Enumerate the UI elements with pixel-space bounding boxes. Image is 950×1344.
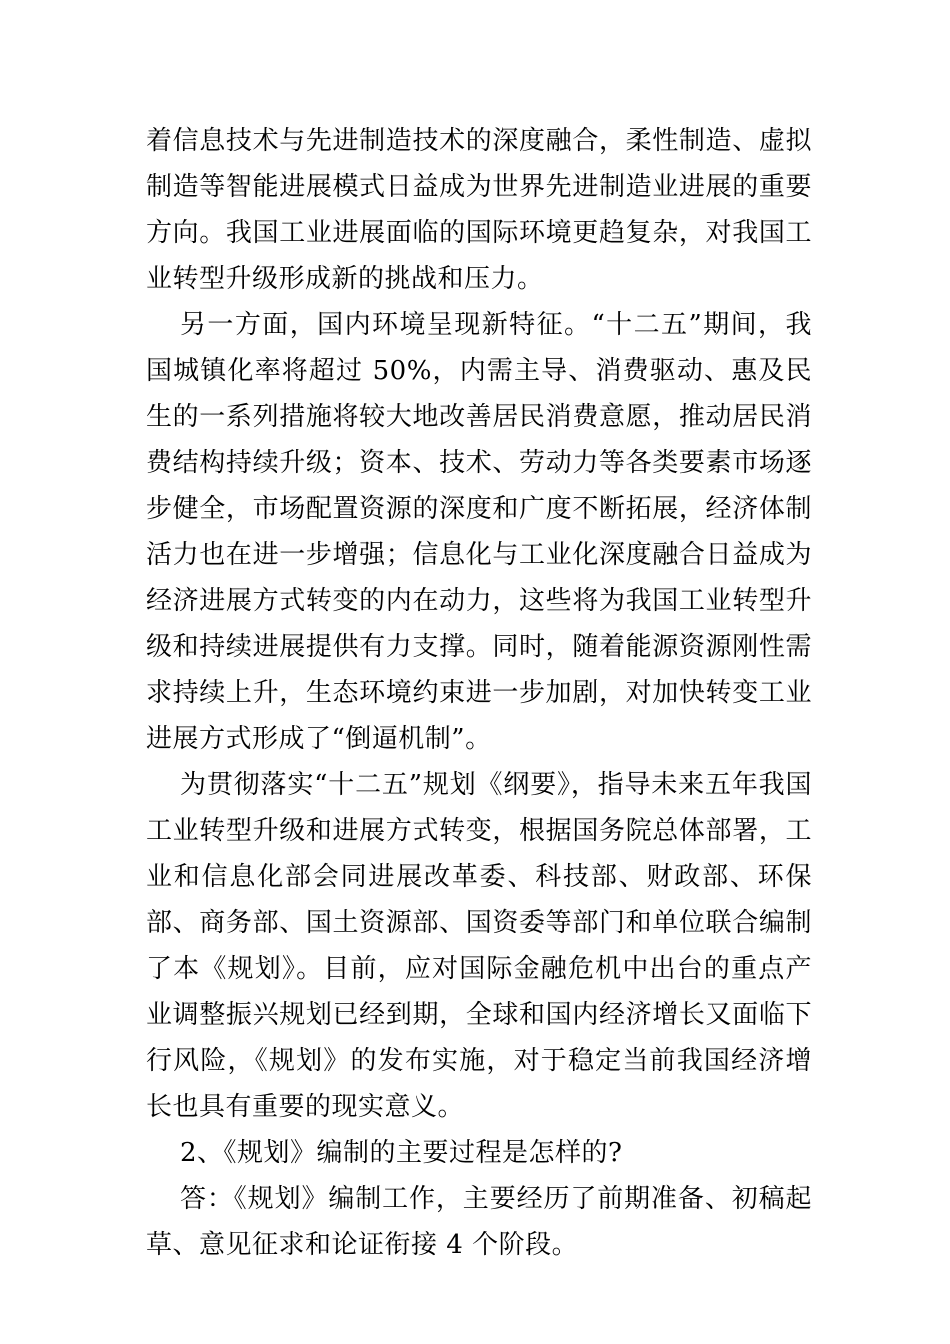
answer-paragraph: 答：《规划》编制工作，主要经历了前期准备、初稿起草、意见征求和论证衔接 4 个阶段。 xyxy=(146,1184,812,1260)
document-body xyxy=(146,118,812,1268)
question-heading: 2、《规划》编制的主要过程是怎样的? xyxy=(180,1138,623,1168)
paragraph-continuation: 着信息技术与先进制造技术的深度融合，柔性制造、虚拟制造等智能进展模式日益成为世界先进制造业进展的重要方向。我国工业进展面临的国际环境更趋复杂，对我国工业转型升级形成新的挑战和压力。 xyxy=(146,126,812,294)
paragraph-domestic-environment: 另一方面，国内环境呈现新特征。“十二五”期间，我国城镇化率将超过 50%，内需主导、消费驱动、惠及民生的一系列措施将较大地改善居民消费意愿，推动居民消费结构持续升级；资本、技术、劳动力等各类要素市场逐步健全，市场配置资源的深度和广度不断拓展，经济体制活力也在进一步增强；信息化与工业化深度融合日益成为经济进展方式转变的内在动力，这些将为我国工业转型升级和持续进展提供有力支撑。同时，随着能源资源刚性需求持续上升，生态环境约束进一步加剧，对加快转变工业进展方式形成了“倒逼机制”。 xyxy=(146,310,812,754)
paragraph-plan-purpose: 为贯彻落实“十二五”规划《纲要》，指导未来五年我国工业转型升级和进展方式转变，根据国务院总体部署，工业和信息化部会同进展改革委、科技部、财政部、环保部、商务部、国土资源部、国资委等部门和单位联合编制了本《规划》。目前，应对国际金融危机中出台的重点产业调整振兴规划已经到期，全球和国内经济增长又面临下行风险，《规划》的发布实施，对于稳定当前我国经济增长也具有重要的现实意义。 xyxy=(146,770,812,1122)
